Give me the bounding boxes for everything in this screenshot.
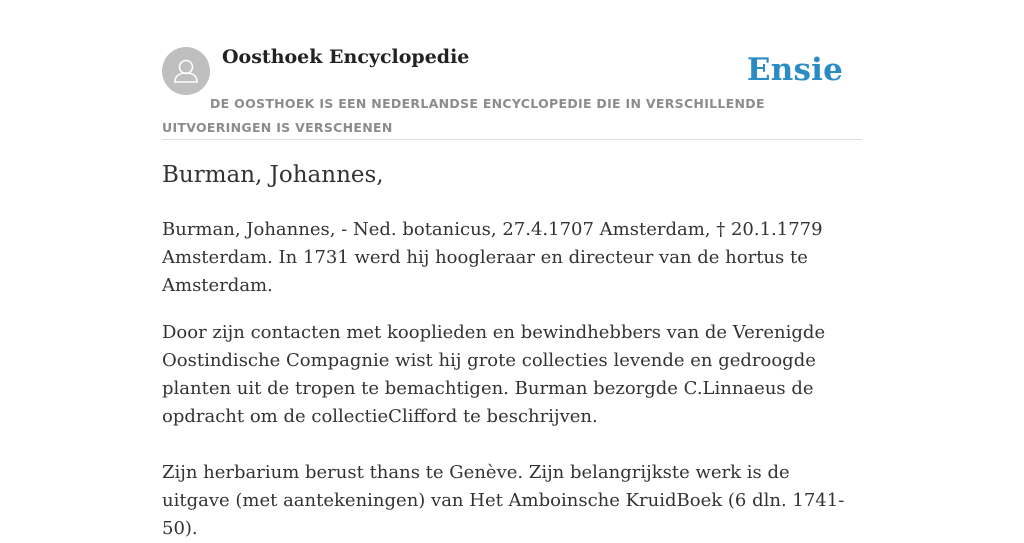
avatar[interactable] xyxy=(162,47,210,95)
article-paragraph: Burman, Johannes, - Ned. botanicus, 27.4.1707 Amsterdam, † 20.1.1779 Amsterdam. In 1731 werd hij hoogleraar en directeur van de hortus te Amsterdam. xyxy=(162,219,823,296)
source-name[interactable]: Oosthoek Encyclopedie xyxy=(222,46,470,68)
header-divider xyxy=(162,139,862,140)
source-description: DE OOSTHOEK IS EEN NEDERLANDSE ENCYCLOPEDIE DIE IN VERSCHILLENDE UITVOERINGEN IS VERSCHENEN xyxy=(162,96,765,135)
article-paragraph: Zijn herbarium berust thans te Genève. Zijn belangrijkste werk is de uitgave (met aantekeningen) van Het Amboinsche KruidBoek (6 dln. 1741-50). xyxy=(162,462,845,539)
user-icon xyxy=(162,47,210,95)
article-body xyxy=(162,216,862,543)
article-title: Burman, Johannes, xyxy=(162,162,384,188)
ensie-logo[interactable]: Ensie xyxy=(746,52,843,88)
article-paragraph: Door zijn contacten met kooplieden en bewindhebbers van de Verenigde Oostindische Compagnie wist hij grote collecties levende en gedroogde planten uit de tropen te bemachtigen. Burman bezorgde C.Linnaeus de opdracht om de collectieClifford te beschrijven. xyxy=(162,322,826,427)
